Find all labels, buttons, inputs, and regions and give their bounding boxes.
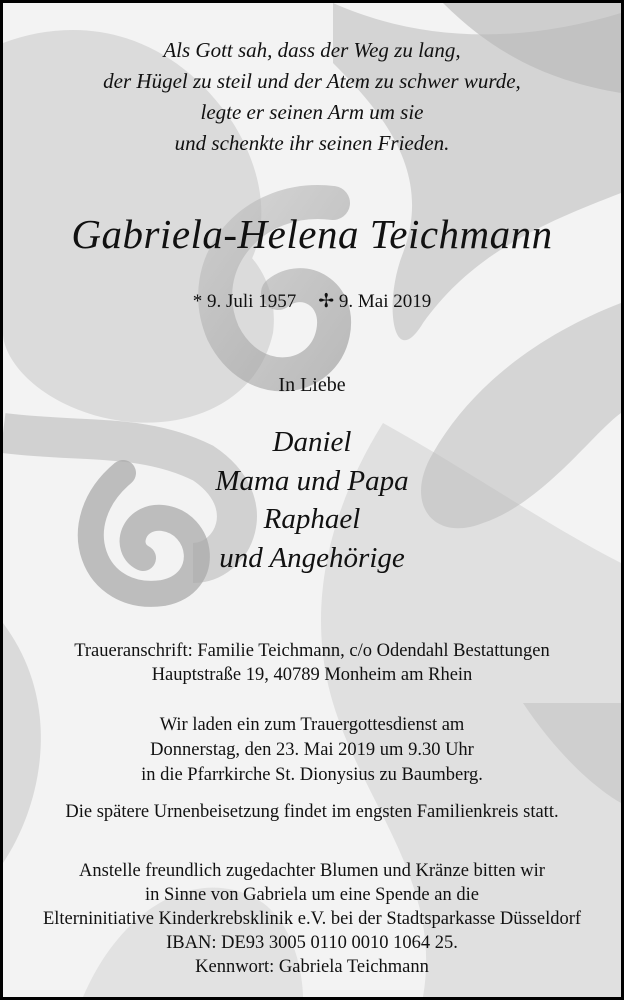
birth-date: * 9. Juli 1957 <box>192 291 297 312</box>
mourner-name: und Angehörige <box>219 541 405 574</box>
poem-line: der Hügel zu steil und der Atem zu schwer wurde, <box>103 69 521 93</box>
donation-request <box>3 859 621 979</box>
funeral-service-info <box>3 713 621 788</box>
mourners-intro: In Liebe <box>278 374 346 396</box>
address-line: Hauptstraße 19, 40789 Monheim am Rhein <box>151 665 473 685</box>
mourner-name: Raphael <box>263 503 361 535</box>
donation-iban: IBAN: DE93 3005 0110 0010 1064 25. <box>166 933 458 953</box>
donation-line: Anstelle freundlich zugedachter Blumen und Kränze bitten wir <box>79 861 545 881</box>
poem-line: legte er seinen Arm um sie <box>200 100 424 124</box>
poem-line: Als Gott sah, dass der Weg zu lang, <box>163 38 461 62</box>
service-line: in die Pfarrkirche St. Dionysius zu Baumberg. <box>141 765 483 785</box>
life-dates <box>3 289 621 315</box>
donation-keyword: Kennwort: Gabriela Teichmann <box>195 957 429 977</box>
condolence-address <box>3 639 621 687</box>
donation-line: Elterninitiative Kinderkrebsklinik e.V. bei der Stadtsparkasse Düsseldorf <box>42 909 582 929</box>
mourner-name: Mama und Papa <box>215 464 409 497</box>
death-date: ✢ 9. Mai 2019 <box>318 291 432 312</box>
donation-line: in Sinne von Gabriela um eine Spende an die <box>145 885 479 905</box>
address-line: Traueranschrift: Familie Teichmann, c/o Odendahl Bestattungen <box>74 641 550 661</box>
mourners-list <box>3 423 621 577</box>
urn-burial-note: Die spätere Urnenbeisetzung findet im engsten Familienkreis statt. <box>65 802 559 822</box>
deceased-name: Gabriela-Helena Teichmann <box>71 211 553 257</box>
memorial-poem <box>3 35 621 159</box>
mourner-name: Daniel <box>272 426 352 458</box>
service-line: Donnerstag, den 23. Mai 2019 um 9.30 Uhr <box>150 740 474 760</box>
poem-line: und schenkte ihr seinen Frieden. <box>174 131 450 155</box>
service-line: Wir laden ein zum Trauergottesdienst am <box>159 715 465 735</box>
